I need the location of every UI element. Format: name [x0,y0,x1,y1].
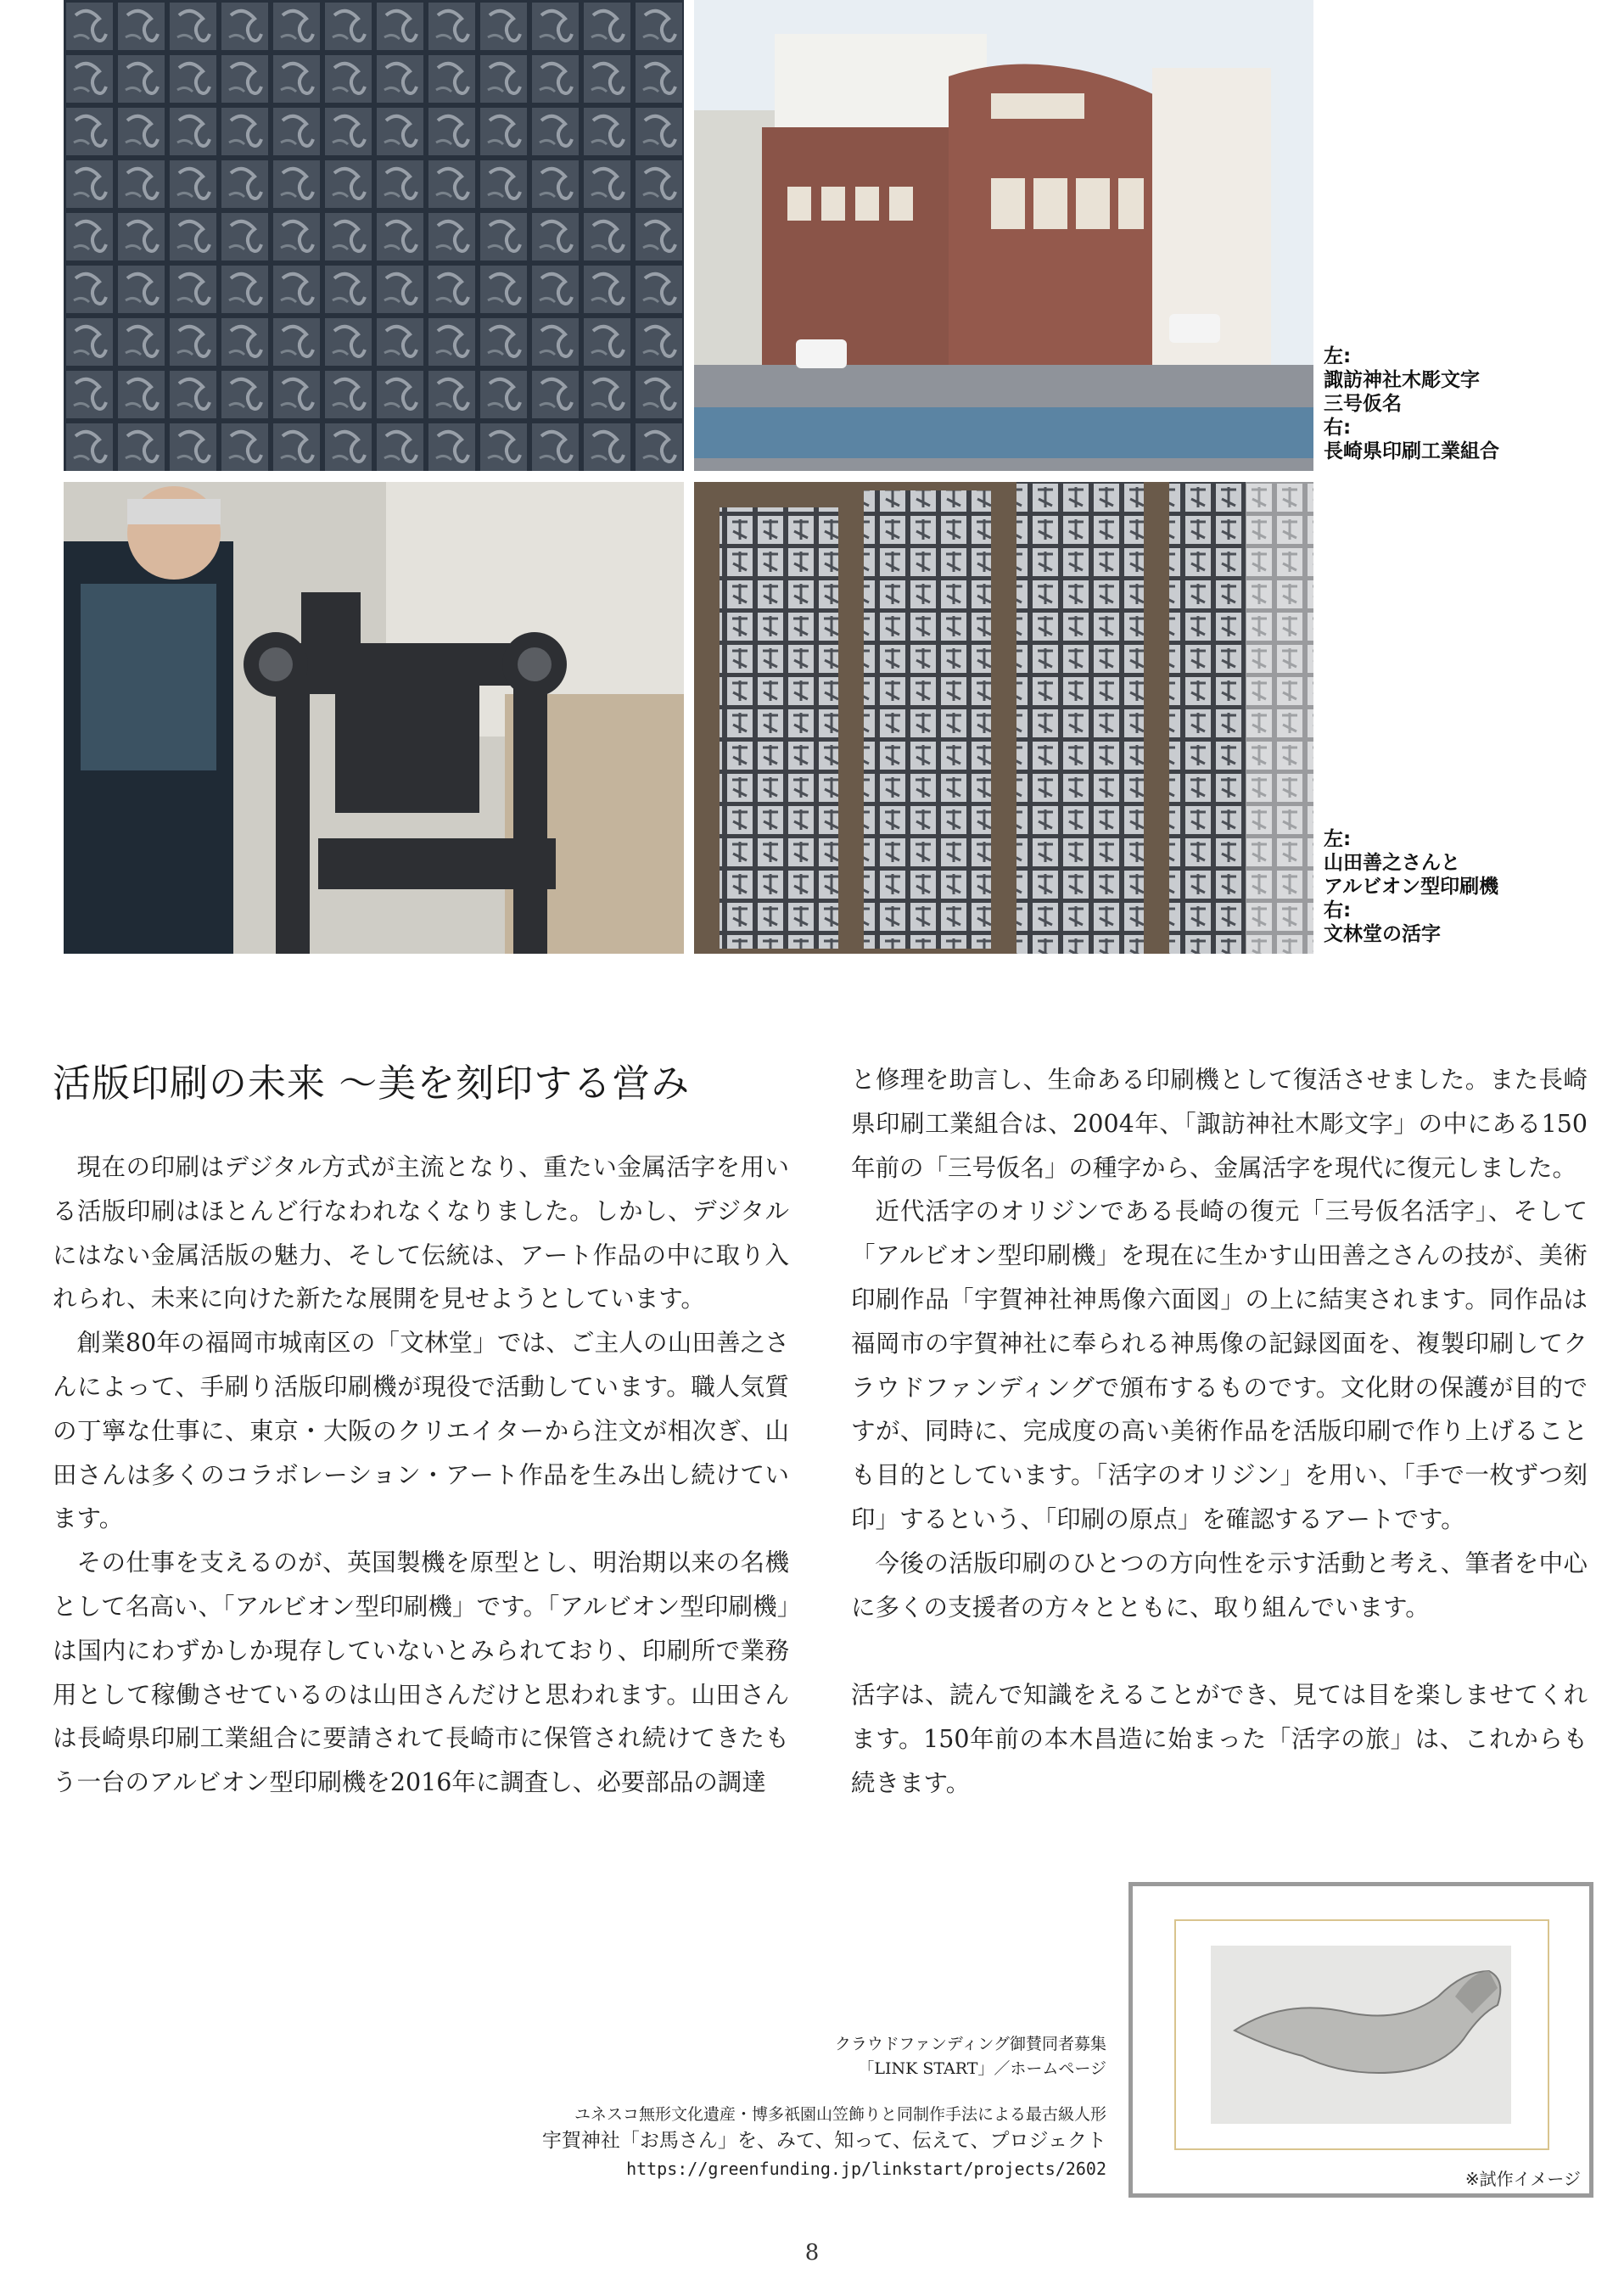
photo-albion-press [64,482,684,954]
caption-bottom-line: 山田善之さんと [1324,852,1460,874]
caption-bottom-line: 左: [1324,828,1352,850]
page-number: 8 [804,2240,820,2266]
caption-top-line: 諏訪神社木彫文字 [1324,369,1480,391]
caption-bottom-line: アルビオン型印刷機 [1324,876,1499,898]
caption-top-line: 三号仮名 [1324,393,1402,415]
article-left-column [53,1145,789,1805]
article-paragraph-continued: と修理を助言し、生命ある印刷機として復活させました。また長崎県印刷工業組合は、2004年、「諏訪神社木彫文字」の中にある150年前の「三号仮名」の種字から、金属活字を現代に復元しました。 [851,1066,1588,1182]
caption-top-line: 長崎県印刷工業組合 [1324,440,1499,462]
poster-preview [1128,1882,1593,2198]
poster-horse-image [1133,1886,1589,2193]
article-paragraph: 現在の印刷はデジタル方式が主流となり、重たい金属活字を用いる活版印刷はほとんど行なわれなくなりました。しかし、デジタルにはない金属活版の魅力、そして伝統は、アート作品の中に取り入れられ、未来に向けた新たな展開を見せようとしています。 [53,1153,789,1313]
crowdfunding-url-link[interactable]: https://greenfunding.jp/linkstart/projects/2602 [626,2159,1106,2179]
albion-press-image [64,482,684,954]
article-title: 活版印刷の未来 ～美を刻印する営み [53,1061,691,1106]
caption-bottom-line: 文林堂の活字 [1324,923,1441,945]
article-paragraph: その仕事を支えるのが、英国製機を原型とし、明治期以来の名機として名高い、「アルビオン型印刷機」です。「アルビオン型印刷機」は国内にわずかしか現存していないとみられており、印刷所で業務用として稼働させているのは山田さんだけと思われます。山田さんは長崎県印刷工業組合に要請されて長崎市に保管され続けてきたもう一台のアルビオン型印刷機を2016年に調査し、必要部品の調達 [53,1549,789,1797]
crowdfunding-description: ユネスコ無形文化遺産・博多祇園山笠飾りと同制作手法による最古級人形 [574,2105,1106,2124]
article-paragraph: 今後の活版印刷のひとつの方向性を示す活動と考え、筆者を中心に多くの支援者の方々とともに、取り組んでいます。 [851,1549,1588,1621]
crowdfunding-project-name: 宇賀神社「お馬さん」を、みて、知って、伝えて、プロジェクト [541,2130,1106,2152]
wooden-type-image [64,0,684,471]
caption-top [1324,344,1499,463]
crowdfunding-title: クラウドファンディング御賛同者募集 [834,2035,1106,2053]
article-paragraph: 近代活字のオリジンである長崎の復元「三号仮名活字」、そして「アルビオン型印刷機」を現在に生かす山田善之さんの技が、美術印刷作品「宇賀神社神馬像六面図」の上に結実されます。同作品は福岡市の宇賀神社に奉られる神馬像の記録図面を、複製印刷してクラウドファンディングで頒布するものです。文化財の保護が目的ですが、同時に、完成度の高い美術作品を活版印刷で作り上げることも目的としています。「活字のオリジン」を用い、「手で一枚ずつ刻印」するという、「印刷の原点」を確認するアートです。 [851,1197,1588,1533]
photo-wooden-type [64,0,684,471]
caption-top-line: 左: [1324,345,1352,367]
crowdfunding-homepage-label[interactable]: 「LINK START」／ホームページ [858,2059,1106,2078]
article-paragraph: 創業80年の福岡市城南区の「文林堂」では、ご主人の山田善之さんによって、手刷り活版印刷機が現役で活動しています。職人気質の丁寧な仕事に、東京・大阪のクリエイターから注文が相次ぎ、山田さんは多くのコラボレーション・アート作品を生み出し続けています。 [53,1329,789,1533]
metal-type-image [694,482,1313,954]
caption-bottom-line: 右: [1324,899,1352,921]
caption-top-line: 右: [1324,417,1352,439]
caption-bottom [1324,827,1498,946]
poster-note: ※試作イメージ [1464,2169,1581,2189]
article-closing: 活字は、読んで知識をえることができ、見ては目を楽しませてくれます。150年前の本木昌造に始まった「活字の旅」は、これからも続きます。 [851,1681,1588,1797]
photo-printing-union-building [694,0,1313,471]
building-image [694,0,1313,471]
photo-metal-type [694,482,1313,954]
article-right-column [851,1058,1588,1806]
